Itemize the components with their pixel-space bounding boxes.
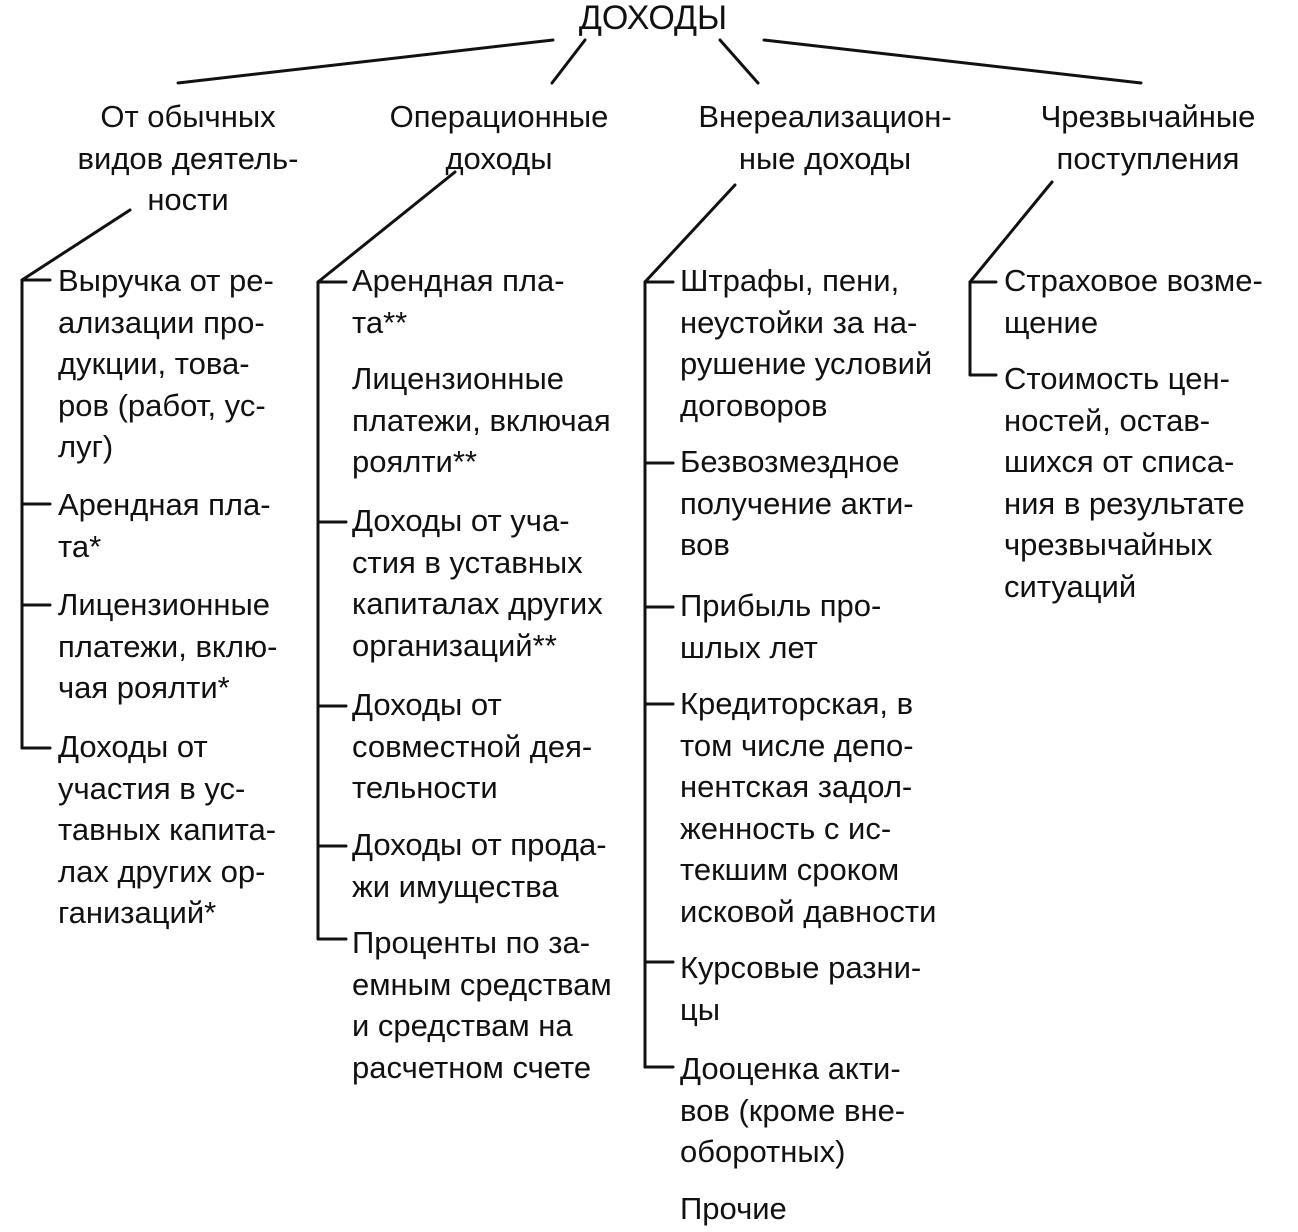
category-header-extraordinary: Чрезвычайные поступления xyxy=(1040,99,1256,176)
income-item: Доходы от совместной дея- тельности xyxy=(352,687,593,805)
connector-root-col4 xyxy=(764,40,1141,83)
income-item: Лицензионные платежи, вклю- чая роялти* xyxy=(58,587,278,705)
income-item: Штрафы, пени, неустойки за на- рушение условий договоров xyxy=(680,263,933,423)
category-header-non-operating: Внереализацион- ные доходы xyxy=(698,99,952,176)
income-item: Кредиторская, в том числе депо- нентская задол- женность с ис- текшим сроком исковой давности xyxy=(680,686,937,929)
connector-root-col2 xyxy=(552,40,585,83)
income-item: Дооценка акти- вов (кроме вне- оборотных) xyxy=(680,1051,906,1169)
income-item: Лицензионные платежи, включая роялти** xyxy=(352,361,611,479)
connector-root-col1 xyxy=(178,40,553,83)
income-item: Прочие xyxy=(680,1191,787,1226)
income-item: Доходы от прода- жи имущества xyxy=(352,827,607,904)
income-item: Стоимость цен- ностей, остав- шихся от списа- ния в результате чрезвычайных ситуаций xyxy=(1004,361,1245,604)
diagram-title: ДОХОДЫ xyxy=(578,0,728,37)
income-item: Арендная пла- та** xyxy=(352,263,565,340)
income-item: Доходы от участия в ус- тавных капита- лах других ор- ганизаций* xyxy=(58,729,277,930)
income-item: Страховое возме- щение xyxy=(1004,263,1263,340)
income-item: Проценты по за- емным средствам и средствам на расчетном счете xyxy=(352,925,612,1085)
category-header-operating: Операционные доходы xyxy=(389,99,609,176)
income-item: Доходы от уча- стия в уставных капиталах других организаций** xyxy=(352,503,603,663)
income-item: Арендная пла- та* xyxy=(58,487,271,564)
income-item: Прибыль про- шлых лет xyxy=(680,588,882,665)
income-item: Выручка от ре- ализации про- дукции, това- ров (работ, ус- луг) xyxy=(58,263,274,464)
income-item: Безвозмездное получение акти- вов xyxy=(680,444,914,562)
connector-root-col3 xyxy=(720,40,758,83)
category-header-ordinary: От обычных видов деятель- ности xyxy=(77,99,299,217)
income-item: Курсовые разни- цы xyxy=(680,950,922,1027)
